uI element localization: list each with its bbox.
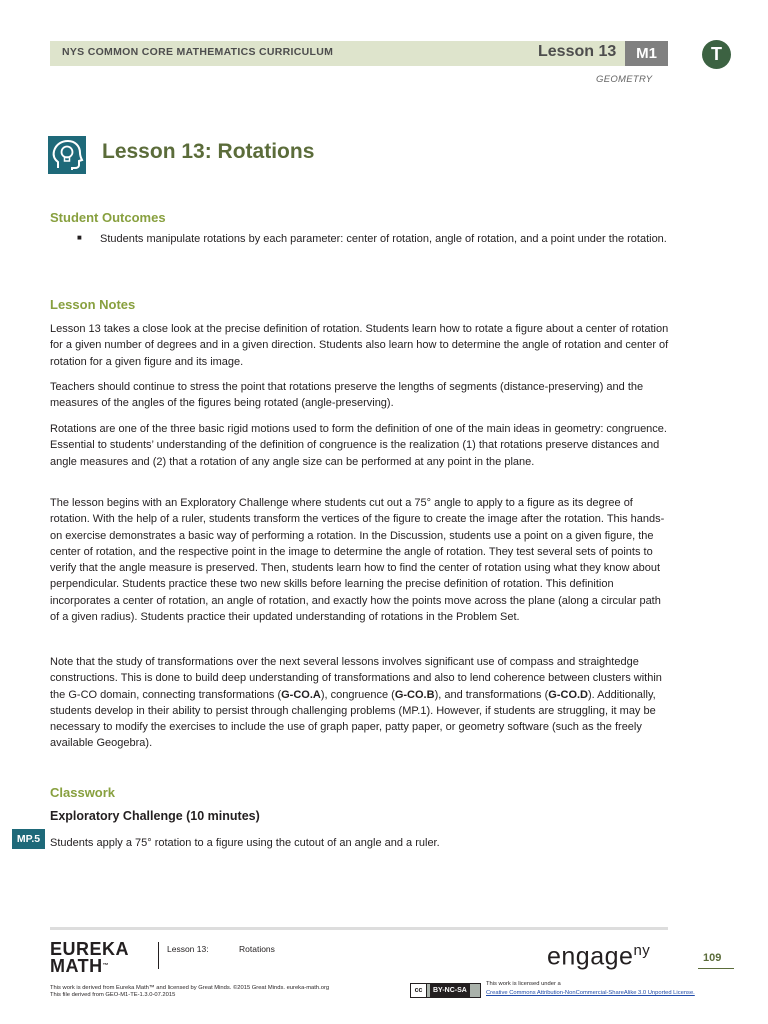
module-label: M1 xyxy=(625,41,668,66)
logo-ny: ny xyxy=(633,942,651,959)
header-lesson-label: Lesson 13 xyxy=(538,43,617,60)
license-link[interactable]: Creative Commons Attribution-NonCommercial-ShareAlike 3.0 Unported License. xyxy=(486,990,695,996)
page-number-underline xyxy=(698,968,734,969)
exploratory-challenge-heading: Exploratory Challenge (10 minutes) xyxy=(50,809,260,823)
footer-divider xyxy=(158,942,159,969)
footer-lesson-label: Lesson 13: xyxy=(167,944,209,954)
subject-label: GEOMETRY xyxy=(596,74,653,85)
creative-commons-badge xyxy=(410,983,481,998)
lesson-notes-paragraph: Note that the study of transformations over the next several lessons involves significant use of compass and straightedge constructions. This is done to build deep understanding of transformations and also to lend coherence between clusters within the G-CO domain, connecting transformations (G-CO.A), congruence (G-CO.B), and transformations (G-CO.D). Additionally, students develop in their ability to persist through challenging problems (MP.1). However, if students are struggling, it may be necessary to modify the exercises to include the use of graph paper, patty paper, or geometry software (such as the freely available Geogebra). xyxy=(50,656,662,750)
footer-lesson-name: Rotations xyxy=(239,944,275,954)
cc-icon: cc xyxy=(411,984,427,997)
outcome-item: Students manipulate rotations by each parameter: center of rotation, angle of rotation, and a point under the rotation. xyxy=(100,233,667,245)
challenge-instruction: Students apply a 75° rotation to a figure using the cutout of an angle and a ruler. xyxy=(50,837,440,849)
engageny-logo xyxy=(547,942,650,971)
student-outcomes-heading: Student Outcomes xyxy=(50,210,166,225)
classwork-heading: Classwork xyxy=(50,785,116,800)
license-text: This work is licensed under a xyxy=(486,981,561,987)
lesson-notes-paragraph: Teachers should continue to stress the point that rotations preserve the lengths of segments (distance-preserving) and the measures of the angles of the figures being rotated (angle-preserving). xyxy=(50,381,644,410)
footer-rule xyxy=(50,927,668,930)
eureka-math-logo: EUREKA MATH™ xyxy=(50,939,130,976)
lightbulb-head-icon xyxy=(48,136,86,174)
bullet-icon: ■ xyxy=(77,233,82,242)
lesson-notes-heading: Lesson Notes xyxy=(50,297,136,312)
mp-badge: MP.5 xyxy=(12,829,45,849)
lesson-notes-paragraph: The lesson begins with an Exploratory Challenge where students cut out a 75° angle to apply to a figure as its degree of rotation. With the help of a ruler, students transform the vertices of the figure to create the image after the rotation. This hands-on exercise demonstrates a basic way of performing a rotation. In the Discussion, students use a point on a given figure, the center of rotation, and the respective point in the image to determine the angle of rotation. They test several sets of points to verify that the angle measure is preserved. Then, students learn how to find the center of rotation using what they know about perpendicular. Students practice these two new skills before learning the precise definition of rotation. This definition incorporates a center of rotation, an angle of rotation, and exactly how the points move across the plane (along a circular path of a given radius). Students practice their updated understanding of rotations in the Problem Set. xyxy=(50,497,665,624)
lesson-notes-paragraph: Rotations are one of the three basic rigid motions used to form the definition of one of the main ideas in geometry: congruence. Essential to students’ understanding of the definition of congruence is the realization (1) that rotations preserve distances and angle measures and (2) that a rotation of any angle size can be performed at any point in the plane. xyxy=(50,423,667,468)
standard-code: G-CO.A xyxy=(281,688,321,701)
page-number: 109 xyxy=(703,952,722,964)
lesson-notes-paragraph: Lesson 13 takes a close look at the precise definition of rotation. Students learn how to rotate a figure about a center of rotation for a given number of degrees and in a given direction. Students also learn how to determine the angle of rotation and center of rotation for a given figure and its image. xyxy=(50,323,669,368)
logo-line-1: EUREKA xyxy=(50,939,130,959)
logo-line-2: MATH xyxy=(50,956,103,976)
curriculum-name: NYS COMMON CORE MATHEMATICS CURRICULUM xyxy=(62,46,334,58)
derived-notice: This work is derived from Eureka Math™ and licensed by Great Minds. ©2015 Great Minds. eureka-math.org xyxy=(50,985,330,991)
cc-label: BY-NC-SA xyxy=(430,984,470,997)
page-title: Lesson 13: Rotations xyxy=(102,140,315,163)
teacher-badge: T xyxy=(702,40,731,69)
file-notice: This file derived from GEO-M1-TE-1.3.0-07.2015 xyxy=(50,992,176,998)
logo-engage: engage xyxy=(547,942,634,971)
standard-code: G-CO.B xyxy=(394,688,435,701)
standard-code: G-CO.D xyxy=(548,688,589,701)
